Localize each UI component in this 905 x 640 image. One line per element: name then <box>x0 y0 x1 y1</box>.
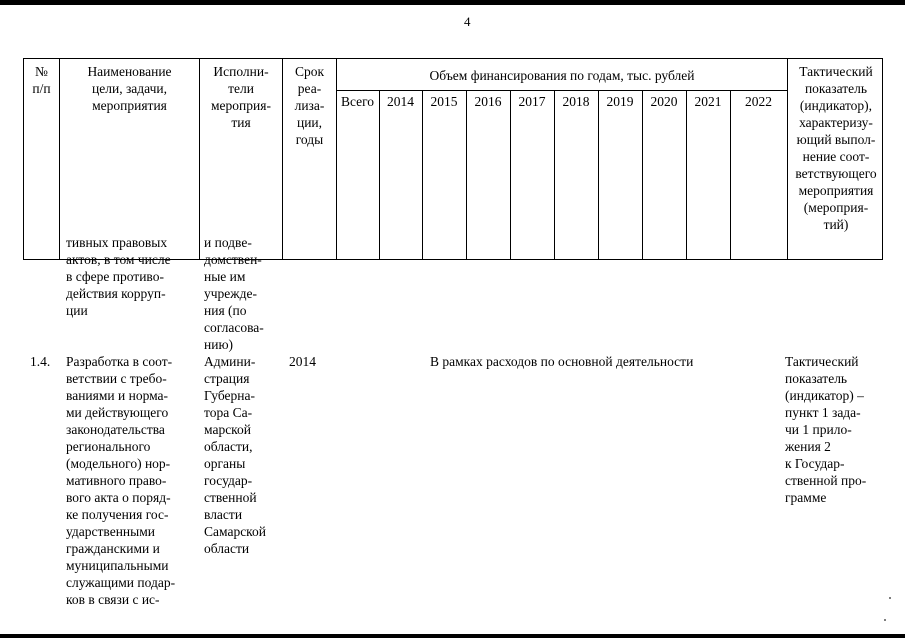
row-name: Разработка в соот- ветствии с требо- ваниями и норма- ми действующего законодательства регионального (модельного) нор- мативного право- вого акта о поряд- ке получения гос- ударственными гражданскими и муниципальными служащими подар- ков в связи с ис- <box>66 354 176 607</box>
row-term: 2014 <box>289 354 316 369</box>
header-year: 2015 <box>430 94 458 109</box>
top-rule <box>0 0 905 5</box>
header-year: 2022 <box>745 94 772 109</box>
divider <box>730 90 731 259</box>
scan-speck <box>884 619 886 621</box>
header-year: 2014 <box>387 94 414 109</box>
header-year: 2017 <box>518 94 546 109</box>
continued-executors: и подве- домствен- ные им учрежде- ния (по согласова- нию) <box>204 235 264 352</box>
header-year: 2016 <box>474 94 502 109</box>
row-funding: В рамках расходов по основной деятельности <box>430 354 694 369</box>
page-number: 4 <box>464 14 471 29</box>
header-executors: Исполни- тели мероприя- тия <box>211 64 271 130</box>
divider <box>598 90 599 259</box>
scan-speck <box>889 597 891 599</box>
row-indicator: Тактический показатель (индикатор) – пункт 1 зада- чи 1 прило- жения 2 к Государ- ственной про- грамме <box>785 354 867 505</box>
divider <box>554 90 555 259</box>
bottom-rule <box>0 634 905 638</box>
divider <box>466 90 467 259</box>
header-year: 2019 <box>606 94 634 109</box>
divider <box>686 90 687 259</box>
divider <box>336 59 337 259</box>
divider <box>642 90 643 259</box>
divider <box>422 90 423 259</box>
divider <box>336 90 787 91</box>
row-executors: Админи- страция Губерна- тора Са- марской области, органы государ- ственной власти Самарской области <box>204 354 267 556</box>
continued-name: тивных правовых актов, в том числе в сфере противо- действия корруп- ции <box>66 235 171 318</box>
header-term: Срок реа- лиза- ции, годы <box>294 64 325 147</box>
header-year: 2021 <box>694 94 722 109</box>
row-number: 1.4. <box>30 354 51 369</box>
header-year: 2020 <box>650 94 678 109</box>
header-name: Наименование цели, задачи, мероприятия <box>87 64 172 113</box>
table-header <box>23 58 883 260</box>
header-num: № п/п <box>32 64 51 96</box>
divider <box>379 90 380 259</box>
header-total: Всего <box>340 94 375 109</box>
header-funding: Объем финансирования по годам, тыс. рублей <box>429 68 695 83</box>
header-year: 2018 <box>562 94 590 109</box>
divider <box>510 90 511 259</box>
header-indicator: Тактический показатель (индикатор), характеризу- ющий выпол- нение соот- ветствующего мероприятия (мероприя- тий) <box>795 64 877 232</box>
